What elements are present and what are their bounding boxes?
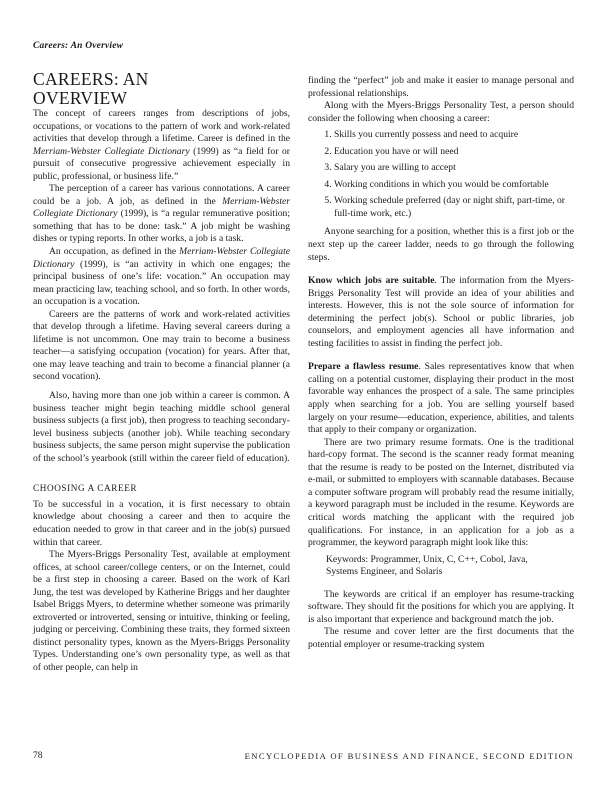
run-in-heading: Know which jobs are suitable	[308, 275, 435, 287]
right-column	[308, 75, 574, 651]
career-factors-list	[308, 129, 574, 220]
paragraph: The resume and cover letter are the first documents that the potential employer or resume-tracking system	[308, 626, 574, 650]
keywords-example: Keywords: Programmer, Unix, C, C++, Cobol, Java, Systems Engineer, and Solaris	[326, 553, 528, 578]
paragraph	[33, 183, 290, 246]
text: (1999) as “a field for or pursuit of consecutive progressive achievement especially in public, professional, or business life.”	[33, 145, 290, 182]
running-head: Careers: An Overview	[33, 41, 124, 51]
list-item: 3. Salary you are willing to accept	[334, 162, 574, 175]
text: . The information from the Myers-Briggs Personality Test will provide an idea of your abilities and interests. However, this is not the sole source of information for determining the perfect job(s). School or public libraries, job counselors, and employment agencies all have information and testing facilities to assist in finding the perfect job.	[308, 275, 574, 349]
list-item: 5. Working schedule preferred (day or night shift, part-time, or full-time work, etc.)	[334, 195, 574, 220]
paragraph	[33, 246, 290, 309]
dictionary-title: Merriam-Webster Collegiate Dictionary	[33, 246, 290, 270]
paragraph	[308, 361, 574, 436]
paragraph: Anyone searching for a position, whether this is a first job or the next step up the career ladder, needs to go through the following steps.	[308, 226, 574, 263]
text: An occupation, as defined in the	[49, 246, 180, 258]
left-column	[33, 70, 290, 675]
title-line-1: CAREERS: AN	[33, 69, 149, 89]
paragraph: Careers are the patterns of work and work-related activities that develop through a lifetime. Having several careers during a lifetime is not uncommon. One may train to become a business teacher—a satisfying occupation (vocation) for years. After that, one may leave teaching and train to become a financial planner (a second vocation).	[33, 308, 290, 383]
title-line-2: OVERVIEW	[33, 88, 128, 108]
paragraph: The keywords are critical if an employer has resume-tracking software. They should fit the positions for which you are applying. It is also important that experience and background match the job.	[308, 588, 574, 625]
text: The perception of a career has various connotations. A career could be a job. A job, as defined in the	[33, 183, 290, 207]
run-in-heading: Prepare a flawless resume	[308, 361, 419, 373]
paragraph: finding the “perfect” job and make it easier to manage personal and professional relationships.	[308, 75, 574, 99]
paragraph: Along with the Myers-Briggs Personality Test, a person should consider the following when choosing a career:	[308, 100, 574, 124]
text: . Sales representatives know that when calling on a potential customer, displaying their product in the most favorable way enhances the prospect of a sale. The same principles apply when searching for a job. You are selling yourself based largely on your resume—education, experience, abilities, and talents that apply to their company or organization.	[308, 361, 574, 436]
article-title	[33, 70, 290, 108]
publication-title: ENCYCLOPEDIA OF BUSINESS AND FINANCE, SECOND EDITION	[244, 751, 574, 761]
list-item: 1. Skills you currently possess and need to acquire	[334, 129, 574, 142]
section-heading: CHOOSING A CAREER	[33, 483, 138, 494]
paragraph: Also, having more than one job within a career is common. A business teacher might begin teaching middle school general business subjects (a first job), then progress to teaching secondary-level business subjects (another job). While teaching secondary business subjects, the same person might supervise the publication of the school’s yearbook (still within the career field of education).	[33, 390, 290, 464]
dictionary-title: Merriam-Webster Collegiate Dictionary	[33, 195, 290, 220]
list-item: 2. Education you have or will need	[334, 146, 574, 159]
text: The concept of careers ranges from descriptions of jobs, occupations, or vocations to the pattern of work and work-related activities that develop through a lifetime. Career is defined in the	[33, 108, 290, 145]
dictionary-title: Merriam-Webster Collegiate Dictionary	[33, 145, 190, 157]
text: (1999), is “an activity in which one engages; the principal business of one’s life: vocation.” An occupation may mean practicing law, teaching school, and so forth. In other words, an occupation is a vocation.	[33, 258, 290, 308]
list-item: 4. Working conditions in which you would be comfortable	[334, 179, 574, 192]
text: (1999), is “a regular remunerative position; something that has to be done: task.” A job might be washing dishes or typing reports. In other works, a job is a task.	[33, 208, 291, 245]
paragraph	[33, 108, 290, 183]
paragraph: There are two primary resume formats. One is the traditional hard-copy format. The second is the scanner ready format meaning that the resume is ready to be posted on the Internet, distributed via e-mail, or submitted to employers with scannable databases. Because a computer software program will probably read the resume initially, a keyword paragraph must be included in the resume. Keywords are critical words matching the applicant with the required job qualifications. For instance, in an application for a job as a programmer, the keyword paragraph might look like this:	[308, 436, 574, 549]
paragraph: The Myers-Briggs Personality Test, available at employment offices, at school career/college centers, or on the Internet, could be a first step in choosing a career. Based on the work of Karl Jung, the test was developed by Katherine Briggs and her daughter Isabel Briggs Myers, to determine whether someone was primarily extroverted or introverted, sensing or intuitive, thinking or feeling, judging or perceiving. Combining these traits, they formed sixteen distinct personality types, known as the Myers-Briggs Personality Types. Understanding one’s own personality type, as well as that of other people, can help in	[33, 549, 290, 673]
paragraph	[308, 275, 574, 350]
page-number: 78	[33, 751, 43, 761]
paragraph: To be successful in a vocation, it is first necessary to obtain knowledge about choosing a career and then to acquire the education needed to grow in that career and in the job(s) pursued within that career.	[33, 498, 290, 548]
